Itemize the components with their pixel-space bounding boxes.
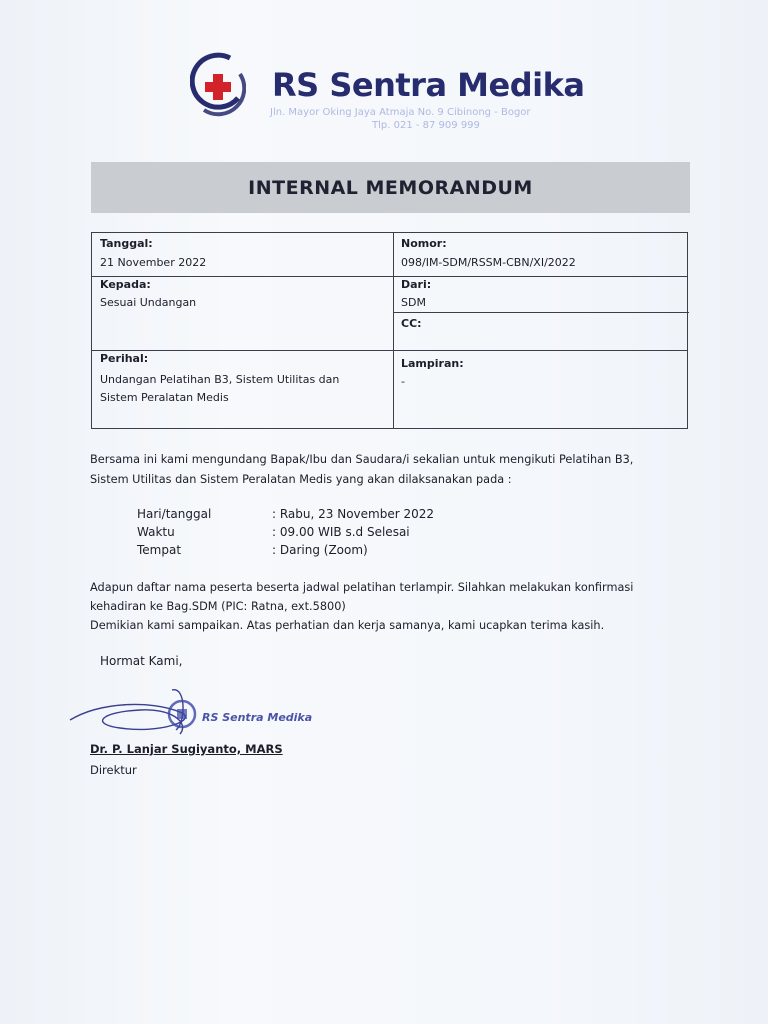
memo-title: INTERNAL MEMORANDUM <box>248 176 533 199</box>
signatory-name: Dr. P. Lanjar Sugiyanto, MARS <box>90 742 283 756</box>
detail-value-place: : Daring (Zoom) <box>272 543 368 557</box>
org-phone: Tlp. 021 - 87 909 999 <box>372 120 480 131</box>
perihal-line-1: Undangan Pelatihan B3, Sistem Utilitas dan <box>100 373 340 386</box>
nomor-value: 098/IM-SDM/RSSM-CBN/XI/2022 <box>401 256 576 269</box>
detail-value-date: : Rabu, 23 November 2022 <box>272 507 434 521</box>
dari-label: Dari: <box>401 278 432 291</box>
org-name: RS Sentra Medika <box>272 66 585 104</box>
lampiran-value: - <box>401 375 405 388</box>
stamp-text: RS Sentra Medika <box>202 711 313 724</box>
salutation: Hormat Kami, <box>100 654 183 668</box>
note-line-2: kehadiran ke Bag.SDM (PIC: Ratna, ext.5800) <box>90 600 346 613</box>
kepada-value: Sesuai Undangan <box>100 296 197 309</box>
note-line-1: Adapun daftar nama peserta beserta jadwal pelatihan terlampir. Silahkan melakukan konfirmasi <box>90 581 634 594</box>
memo-title-banner <box>91 162 690 213</box>
perihal-line-2: Sistem Peralatan Medis <box>100 391 229 404</box>
table-divider-vertical <box>393 233 394 428</box>
dari-value: SDM <box>401 296 426 309</box>
table-divider <box>92 276 687 277</box>
tanggal-label: Tanggal: <box>100 237 153 250</box>
tanggal-value: 21 November 2022 <box>100 256 207 269</box>
closing-line: Demikian kami sampaikan. Atas perhatian dan kerja samanya, kami ucapkan terima kasih. <box>90 619 605 632</box>
intro-line-1: Bersama ini kami mengundang Bapak/Ibu dan Saudara/i sekalian untuk mengikuti Pelatihan B3, <box>90 453 634 466</box>
lampiran-label: Lampiran: <box>401 357 464 370</box>
signatory-title: Direktur <box>90 763 137 777</box>
memo-info-table <box>91 232 688 429</box>
cc-label: CC: <box>401 317 422 330</box>
detail-value-time: : 09.00 WIB s.d Selesai <box>272 525 410 539</box>
org-address: Jln. Mayor Oking Jaya Atmaja No. 9 Cibinong - Bogor <box>270 107 531 118</box>
intro-line-2: Sistem Utilitas dan Sistem Peralatan Medis yang akan dilaksanakan pada : <box>90 473 512 486</box>
table-divider <box>92 350 687 351</box>
detail-label-date: Hari/tanggal <box>137 507 212 521</box>
nomor-label: Nomor: <box>401 237 447 250</box>
hospital-logo-icon <box>190 52 246 118</box>
kepada-label: Kepada: <box>100 278 151 291</box>
table-divider <box>393 312 689 313</box>
detail-label-place: Tempat <box>137 543 182 557</box>
perihal-label: Perihal: <box>100 352 149 365</box>
detail-label-time: Waktu <box>137 525 175 539</box>
